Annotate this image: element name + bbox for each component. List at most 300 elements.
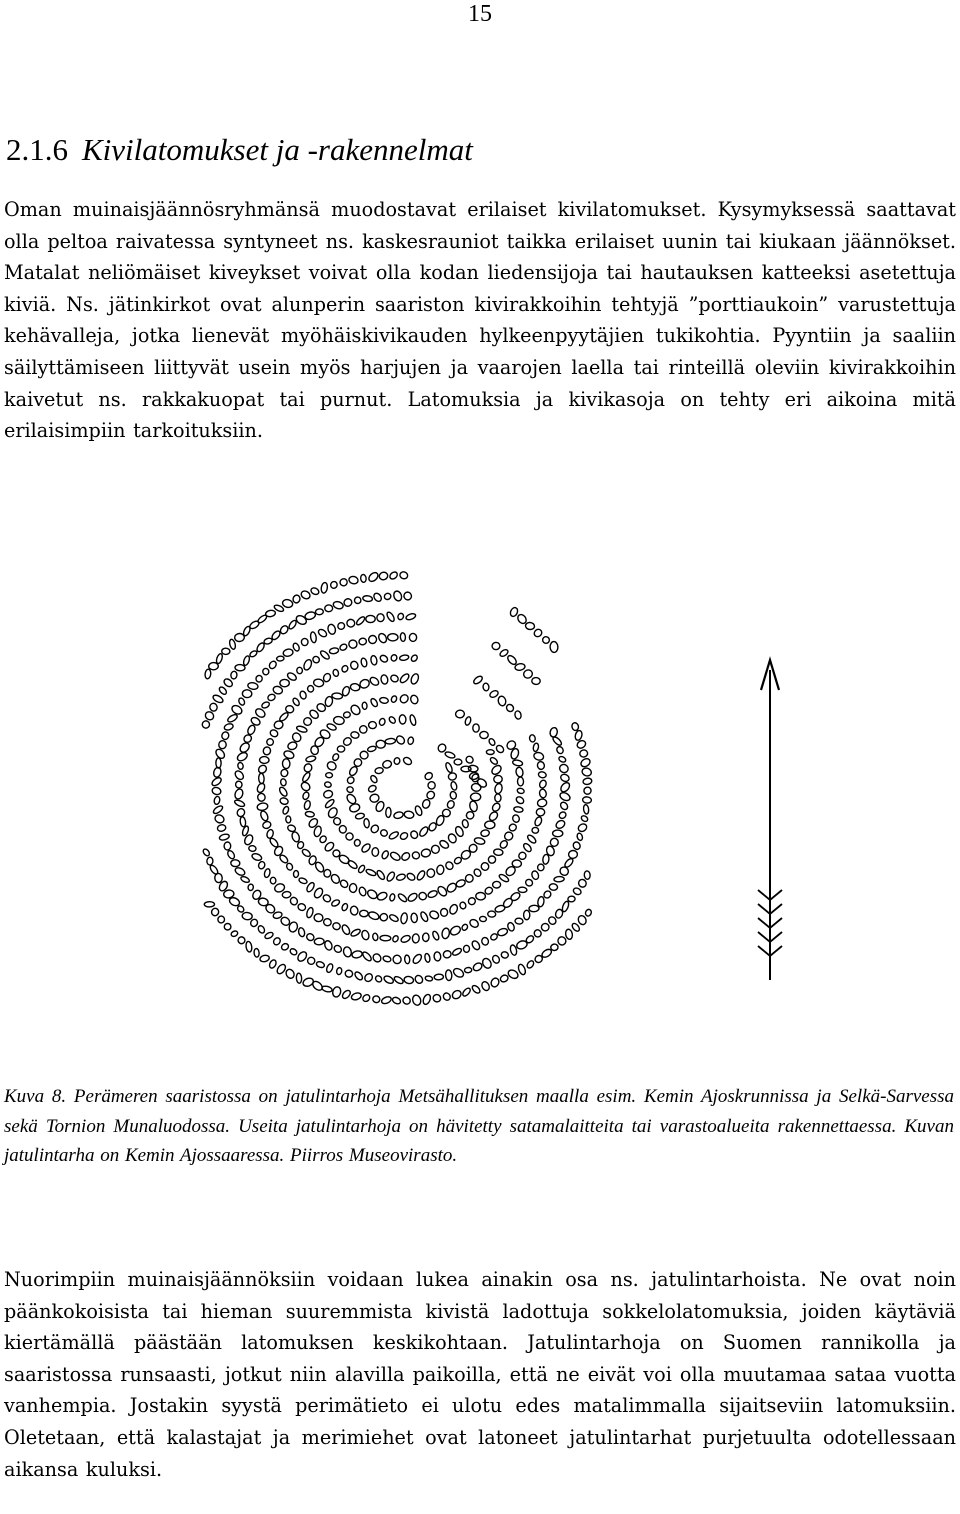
stone	[291, 831, 301, 843]
stone	[372, 995, 380, 1003]
stone	[376, 869, 386, 880]
stone	[473, 868, 483, 878]
stone	[393, 975, 404, 985]
stone	[372, 848, 379, 857]
stone	[327, 624, 337, 636]
stone	[224, 723, 234, 731]
stone	[353, 596, 362, 605]
stone	[339, 577, 349, 587]
stone	[370, 697, 379, 707]
stone	[582, 796, 591, 803]
stone	[230, 930, 238, 937]
stone	[321, 582, 329, 593]
stone	[491, 954, 500, 964]
stone	[383, 975, 395, 985]
stone	[424, 953, 431, 963]
stone	[207, 857, 213, 865]
stone	[532, 677, 541, 684]
stone	[557, 936, 568, 947]
stone	[295, 614, 308, 626]
stone	[472, 675, 483, 685]
stone	[533, 751, 544, 761]
stone	[434, 952, 442, 962]
stone	[264, 868, 271, 878]
stone	[211, 786, 221, 795]
stone	[361, 930, 370, 941]
stone	[377, 632, 388, 644]
stone	[517, 851, 527, 861]
stone	[404, 976, 414, 984]
stone	[212, 804, 224, 814]
stone	[204, 902, 214, 907]
stone	[494, 904, 505, 913]
stone	[351, 992, 363, 1001]
stone	[517, 788, 525, 795]
stone	[268, 660, 278, 670]
stone	[559, 801, 569, 811]
stone	[355, 615, 366, 626]
stone	[278, 786, 288, 797]
stone	[303, 763, 313, 774]
stone	[392, 954, 402, 964]
stone	[209, 864, 219, 875]
stone	[554, 876, 565, 882]
stone	[515, 795, 525, 805]
stone	[418, 826, 429, 838]
stone	[464, 716, 472, 726]
stone	[341, 665, 349, 674]
stone	[339, 643, 348, 651]
stone	[259, 954, 270, 962]
stone	[380, 829, 389, 838]
stone	[533, 929, 543, 939]
stone	[512, 759, 523, 766]
stone	[509, 891, 521, 902]
stone	[374, 975, 383, 984]
stone	[205, 669, 212, 679]
stone	[367, 745, 377, 752]
stone	[240, 816, 247, 827]
stone	[349, 883, 357, 892]
stone	[432, 993, 442, 1003]
stone	[289, 947, 298, 956]
stone	[484, 886, 494, 895]
stone	[226, 849, 235, 859]
stone	[537, 798, 547, 807]
stone	[201, 720, 211, 730]
stone	[234, 788, 245, 800]
stone	[230, 671, 237, 679]
stone	[302, 659, 312, 672]
stone	[391, 996, 401, 1005]
stone	[582, 777, 592, 785]
stone	[432, 930, 440, 940]
stone	[451, 989, 463, 1000]
stone	[410, 654, 418, 663]
stone	[346, 618, 356, 627]
stone	[424, 771, 434, 781]
stone	[489, 689, 499, 698]
stone	[446, 800, 455, 810]
stone	[499, 839, 509, 849]
stone	[427, 889, 438, 898]
stone	[292, 642, 300, 652]
stone	[571, 722, 579, 731]
stone	[316, 961, 326, 969]
stone	[332, 986, 342, 998]
stone	[313, 678, 324, 687]
stone	[242, 912, 253, 920]
stone	[325, 605, 333, 612]
stone	[395, 734, 406, 745]
stone	[266, 738, 274, 746]
stone	[464, 945, 470, 952]
stone	[257, 925, 266, 935]
stone	[222, 648, 230, 654]
stone	[508, 823, 518, 832]
stone	[536, 808, 545, 816]
stone	[419, 911, 429, 923]
stone	[495, 794, 501, 802]
stone	[214, 748, 226, 760]
stone	[367, 571, 379, 583]
stone	[280, 679, 289, 686]
stone	[349, 803, 361, 814]
stone	[469, 800, 479, 812]
stone	[359, 725, 367, 733]
stone	[507, 968, 520, 980]
stone	[343, 711, 351, 718]
stone	[380, 674, 388, 684]
stone	[533, 628, 543, 638]
stone	[526, 834, 537, 845]
stone	[260, 757, 270, 764]
stone	[550, 944, 558, 951]
stone	[461, 987, 471, 997]
stone	[325, 963, 333, 973]
stone	[492, 642, 501, 650]
stone	[248, 884, 254, 891]
stone	[376, 891, 388, 901]
stone	[529, 905, 539, 912]
stone	[572, 887, 582, 896]
stone	[480, 731, 489, 738]
stone	[248, 845, 256, 852]
stone	[331, 899, 341, 908]
stone	[315, 609, 323, 615]
stone	[219, 741, 227, 749]
stone	[493, 775, 502, 784]
stone	[359, 750, 369, 760]
stone	[212, 694, 224, 704]
stone	[361, 993, 371, 1003]
stone	[363, 972, 374, 983]
stone	[341, 903, 349, 912]
figure-caption: Kuva 8. Perämeren saaristossa on jatulintarhoja Metsähallituksen maalla esim. Kemin Ajoskrunnissa ja Selkä-Sarvessa sekä Tornion Munaluodossa. Useita jatulintarhoja on hävitetty satamalaitteita tai varastoalueita rakennettaessa. Kuvan jatulintarha on Kemin Ajossaaressa. Piirros Museovirasto.	[4, 1086, 954, 1166]
stone	[367, 634, 377, 644]
stone	[505, 703, 515, 713]
stone	[488, 738, 496, 747]
stone	[538, 864, 544, 871]
stone	[524, 878, 533, 887]
stone	[473, 724, 479, 732]
stone	[448, 772, 457, 781]
stone	[258, 773, 264, 784]
stone	[296, 950, 308, 963]
stone	[501, 951, 509, 959]
stone	[537, 896, 545, 907]
stone	[411, 913, 418, 923]
stone	[202, 848, 211, 857]
stone	[497, 695, 506, 706]
stone	[216, 758, 221, 768]
stone	[490, 764, 503, 776]
stone	[292, 594, 300, 603]
stone	[512, 860, 522, 868]
stone	[580, 815, 588, 823]
stone	[471, 984, 481, 994]
stone	[378, 571, 388, 581]
stone	[358, 637, 367, 645]
stone	[301, 848, 311, 858]
labyrinth-stones	[201, 571, 592, 1007]
stone	[452, 967, 465, 979]
stone	[407, 892, 419, 903]
stone	[215, 653, 223, 664]
labyrinth-drawing	[190, 560, 810, 1050]
stone	[210, 907, 219, 916]
stone	[534, 816, 543, 827]
stone	[407, 737, 414, 745]
stone	[461, 766, 471, 772]
stone	[350, 660, 360, 670]
stone	[481, 937, 489, 946]
stone	[445, 762, 454, 774]
stone	[349, 703, 362, 716]
stone	[298, 877, 308, 885]
stone	[411, 994, 422, 1006]
stone	[242, 689, 252, 697]
stone	[301, 771, 311, 782]
stone	[550, 641, 558, 652]
stone	[541, 635, 550, 644]
stone	[322, 893, 332, 903]
stone	[235, 664, 245, 671]
stone	[283, 750, 295, 760]
stone	[346, 776, 355, 785]
stone	[322, 672, 331, 682]
stone	[323, 789, 334, 799]
stone	[532, 827, 539, 833]
stone	[487, 911, 495, 918]
stone	[389, 851, 401, 862]
stone	[514, 710, 522, 719]
stone	[221, 731, 230, 741]
stone	[389, 913, 400, 922]
stone	[486, 750, 494, 755]
stone	[219, 833, 230, 841]
stone	[370, 655, 377, 665]
stone	[339, 825, 347, 834]
stone	[282, 759, 290, 769]
stone	[360, 574, 366, 582]
stone	[286, 816, 291, 823]
stone	[381, 995, 393, 1004]
stone	[491, 802, 502, 813]
stone	[584, 871, 591, 880]
stone	[254, 948, 260, 957]
stone	[494, 783, 503, 794]
stone	[576, 832, 583, 841]
stone	[410, 694, 420, 704]
stone	[360, 842, 371, 853]
stone	[213, 796, 220, 805]
stone	[339, 879, 349, 889]
stone	[269, 729, 279, 738]
stone	[399, 672, 411, 684]
section-heading	[6, 132, 473, 168]
stone	[421, 798, 431, 809]
stone	[224, 842, 231, 850]
stone	[400, 912, 408, 924]
stone	[329, 647, 339, 654]
stone	[581, 767, 592, 777]
stone	[405, 613, 416, 621]
stone	[579, 749, 588, 757]
stone	[365, 868, 376, 877]
stone	[465, 755, 475, 765]
stone	[409, 633, 416, 641]
stone	[571, 922, 581, 932]
stone	[237, 762, 244, 770]
stone	[402, 756, 413, 766]
stone	[286, 862, 294, 871]
stone	[300, 781, 312, 793]
stone	[332, 922, 341, 931]
stone	[296, 667, 302, 674]
stone	[436, 885, 448, 898]
stone	[238, 697, 246, 706]
stone	[470, 793, 480, 801]
stone	[211, 776, 223, 787]
stone	[261, 701, 270, 709]
stone	[464, 967, 472, 973]
stone	[574, 730, 583, 741]
stone	[282, 806, 290, 815]
stone	[454, 759, 462, 765]
stone	[332, 669, 339, 677]
stone	[310, 587, 320, 596]
stone	[558, 755, 567, 763]
stone	[337, 746, 345, 752]
stone	[448, 903, 458, 915]
stone	[445, 970, 452, 981]
stone	[515, 663, 526, 671]
stone	[304, 611, 316, 621]
stone	[490, 933, 499, 942]
stone	[362, 702, 367, 710]
page-number: 15	[468, 1, 492, 27]
stone	[306, 907, 315, 919]
labyrinth-figure	[190, 560, 810, 1050]
stone	[400, 633, 406, 642]
stone	[377, 614, 385, 622]
stone	[287, 741, 298, 751]
stone	[431, 845, 439, 853]
stone	[323, 918, 332, 927]
stone	[468, 918, 479, 929]
stone	[461, 923, 469, 931]
stone	[326, 773, 333, 778]
stone	[450, 781, 458, 791]
stone	[237, 936, 246, 945]
stone	[332, 816, 342, 826]
stone	[471, 940, 481, 951]
stone	[436, 865, 444, 875]
stone	[293, 870, 298, 877]
stone	[238, 741, 251, 754]
stone	[319, 728, 332, 740]
stone	[480, 980, 490, 991]
stone	[234, 866, 246, 876]
stone	[559, 791, 572, 802]
stone	[372, 952, 383, 963]
stone	[399, 571, 409, 580]
stone	[428, 781, 436, 789]
section-number: 2.1.6	[6, 132, 68, 167]
stone	[270, 877, 276, 884]
stone	[583, 804, 589, 814]
stone	[409, 714, 417, 726]
stone	[266, 829, 274, 839]
stone	[515, 767, 524, 778]
stone	[392, 590, 402, 602]
stone	[305, 811, 315, 817]
stone	[257, 793, 266, 802]
stone	[552, 736, 563, 747]
stone	[346, 786, 354, 793]
stone	[379, 697, 388, 704]
stone	[560, 773, 571, 783]
stone	[267, 693, 276, 701]
stone	[321, 985, 332, 993]
stone	[231, 860, 240, 867]
stone	[406, 872, 416, 882]
stone	[375, 767, 384, 774]
stone	[223, 890, 234, 899]
stone	[385, 738, 396, 744]
stone	[245, 941, 252, 952]
stone	[502, 897, 514, 909]
stone	[555, 819, 567, 830]
stone	[449, 925, 462, 937]
stone	[344, 969, 353, 978]
stone	[410, 673, 420, 685]
stone	[558, 811, 567, 820]
stone	[287, 824, 297, 833]
stone	[537, 761, 545, 770]
stone	[404, 955, 410, 964]
stone	[479, 916, 486, 922]
stone	[414, 805, 423, 816]
stone	[404, 810, 415, 819]
stone	[258, 861, 266, 870]
stone	[246, 724, 256, 735]
stone	[489, 756, 498, 765]
stone	[303, 717, 313, 727]
stone	[297, 903, 307, 912]
stone	[357, 864, 366, 873]
